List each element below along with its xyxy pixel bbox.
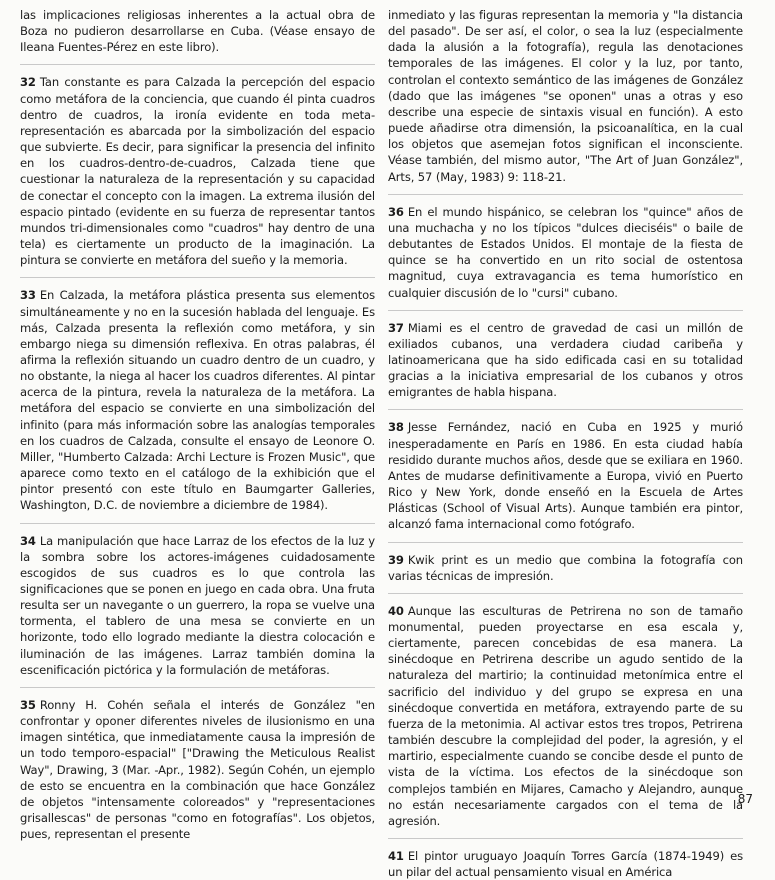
footnote-33 (20, 287, 375, 523)
footnote-text: El pintor uruguayo Joaquín Torres García (1874-1949) es un pilar del actual pensamiento visual en América (388, 849, 743, 880)
continuation-text: inmediato y las figuras representan la memoria y "la distancia del pasado". De ser así, el color, o sea la luz (especialmente dada la alusión a la fotografía), regula las denotaciones temporales de las imágenes. El color y la luz, por tanto, controlan el contexto semántico de las imágenes de González (dado que las imágenes "se oponen" unas a otras y eso describe una especie de sintaxis visual en función). A esto puede añadirse otra dimensión, la psicoanalítica, en la cual los objetos que asemejan fotos significan el inconsciente. Véase también, del mismo autor, "The Art of Juan González", Arts, 57 (May, 1983) 9: 118-21. (388, 7, 743, 195)
footnote-41 (388, 848, 743, 880)
footnote-number: 34 (20, 533, 36, 548)
footnote-40 (388, 603, 743, 839)
footnote-34 (20, 533, 375, 688)
footnote-32 (20, 74, 375, 278)
footnote-37 (388, 320, 743, 411)
footnote-text: Kwik print es un medio que combina la fotografía con varias técnicas de impresión. (388, 552, 743, 583)
page-number: 87 (737, 792, 753, 806)
footnote-38 (388, 419, 743, 542)
footnote-text: Jesse Fernández, nació en Cuba en 1925 y murió inesperadamente en París en 1986. En esta ciudad había residido durante muchos años, desde que se exiliara en 1960. Antes de mudarse definitivamente a Europa, vivió en Puerto Rico y New York, donde enseñó en la Escuela de Artes Plásticas (School of Visual Arts). Aunque también era pintor, alcanzó fama internacional como fotógrafo. (388, 420, 743, 532)
footnote-text: Tan constante es para Calzada la percepción del espacio como metáfora de la conciencia, que cuando él pinta cuadros dentro de cuadros, la ironía evidente en toda meta-representación es abarcada por la simbolización del espacio que subvierte. Es decir, para significar la presencia del infinito en los cuadros-dentro-de-cuadros, Calzada tiene que cuestionar la naturaleza de la representación y su capacidad de conectar el concepto con la imagen. La extrema ilusión del espacio pintado (evidente en su fuerza de representar tantos mundos tri-dimensionales como "cuadros" hay dentro de una tela) es ciertamente un producto de la imaginación. La pintura se convierte en metáfora del sueño y la memoria. (20, 75, 375, 268)
footnote-35 (20, 697, 375, 842)
footnote-text: Miami es el centro de gravedad de casi un millón de exiliados cubanos, una verdadera ciudad caribeña y latinoamericana que ha sido edificada casi en su totalidad gracias a la iniciativa empresarial de los cubanos y otros emigrantes de habla hispana. (388, 320, 743, 400)
footnote-text: En Calzada, la metáfora plástica presenta sus elementos simultáneamente y no en la sucesión hablada del lenguaje. Es más, Calzada presenta la reflexión como metáfora, y sin embargo niega su dimensión reflexiva. En otras palabras, él afirma la reflexión situando un cuadro dentro de un cuadro, y no obstante, la niega al hacer los cuadros diferentes. Al pintar acerca de la pintura, revela la naturaleza de la metáfora. La metáfora del espacio se convierte en una simbolización del infinito (para más información sobre las analogías temporales en los cuadros de Calzada, consulte el ensayo de Leonore O. Miller, "Humberto Calzada: Archi Lecture is Frozen Music", que aparece como texto en el catálogo de la exhibición que el pintor presentó con este título en Baumgarter Galleries, Washington, D.C. de noviembre a diciembre de 1984). (20, 288, 375, 513)
footnote-number: 33 (20, 288, 36, 303)
footnote-text: En el mundo hispánico, se celebran los "quince" años de una muchacha y no los típicos "dulces dieciséis" o baile de debutantes de Estados Unidos. El montaje de la fiesta de quince se ha convertido en un rito social de ostentosa magnitud, cuya extravagancia es tema humorístico en cualquier discusión de lo "cursi" cubano. (388, 204, 743, 300)
footnote-36 (388, 204, 743, 311)
footnote-39 (388, 552, 743, 594)
footnote-number: 38 (388, 420, 404, 435)
continuation-text: las implicaciones religiosas inherentes a la actual obra de Boza no pudieron desarrollarse en Cuba. (Véase ensayo de Ileana Fuentes-Pérez en este libro). (20, 7, 375, 65)
footnote-text: Aunque las esculturas de Petrirena no son de tamaño monumental, pueden proyectarse en esa escala y, ciertamente, parecen concebidas de esa manera. La sinécdoque en Petrirena describe un agudo sentido de la naturaleza del martirio; la continuidad metonímica entre el sacrificio del individuo y del grupo se expresa en una sinécdoque convertida en metáfora, extrayendo parte de su fuerza de la metonimia. Al activar estos tres tropos, Petrirena también descubre la complejidad del poder, la agresión, y el martirio, especialmente cuando se concibe desde el punto de vista de la víctima. Los efectos de la sinécdoque son complejos también en Mijares, Camacho y Alejandro, aunque no están necesariamente cargados con el tema de la agresión. (388, 603, 743, 828)
footnote-text: Ronny H. Cohén señala el interés de González "en confrontar y oponer diferentes niveles de ilusionismo en una imagen sintética, que inmediatamente causa la impresión de un todo temporo-espacial" ["Drawing the Meticulous Realist Way", Drawing, 3 (Mar. -Apr., 1982). Según Cohén, un ejemplo de esto se encuentra en la combinación que hace González de objetos "intensamente coloreados" y "representaciones grisallescas" de personas "como en fotografías". Los objetos, pues, representan el presente (20, 697, 375, 842)
footnote-number: 40 (388, 603, 404, 618)
footnote-number: 32 (20, 75, 36, 90)
footnote-number: 41 (388, 849, 404, 864)
footnote-number: 35 (20, 697, 36, 712)
footnote-number: 36 (388, 204, 404, 219)
right-column (388, 7, 743, 880)
footnote-text: La manipulación que hace Larraz de los efectos de la luz y la sombra sobre los actores-imágenes cuidadosamente escogidos de sus cuadros es lo que controla las significaciones que se ponen en juego en cada obra. Una fruta resulta ser un navegante o un guerrero, la ropa se vuelve una tormenta, el tablero de una mesa se convierte en un horizonte, todo ello logrado mediante la diestra colocación e iluminación de las imágenes. Larraz también domina la escenificación pictórica y la formulación de metáforas. (20, 533, 375, 677)
footnote-number: 39 (388, 552, 404, 567)
footnote-number: 37 (388, 320, 404, 335)
left-column (20, 7, 375, 842)
